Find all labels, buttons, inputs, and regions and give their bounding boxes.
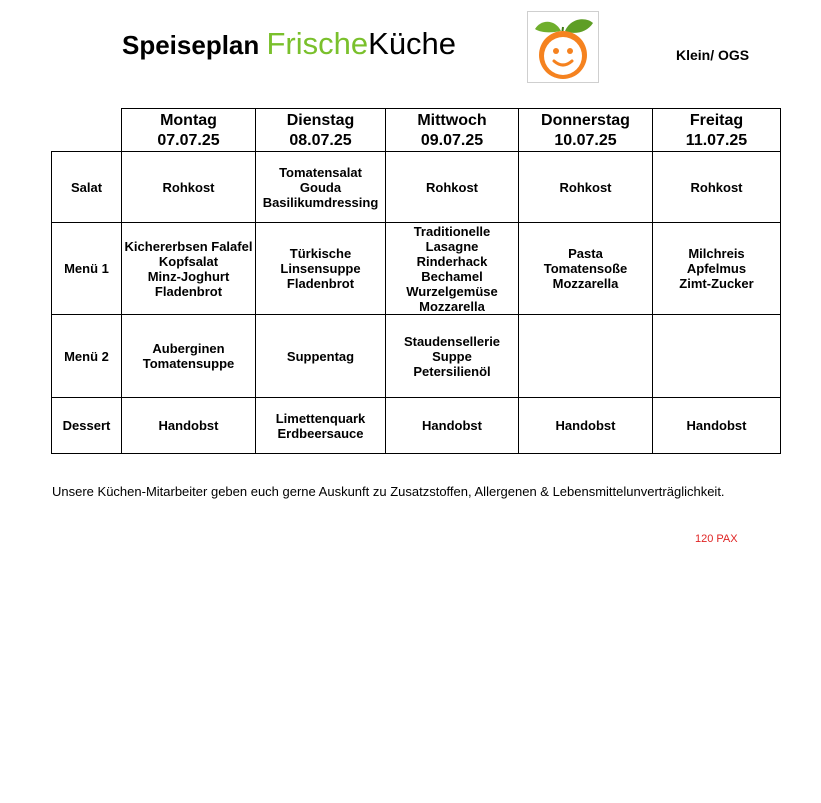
- day-header-dienstag: Dienstag 08.07.25: [256, 109, 386, 152]
- table-row: [52, 398, 781, 454]
- table-row: [52, 223, 781, 315]
- meal-line: Limettenquark: [275, 410, 366, 426]
- meal-line: Traditionelle: [413, 223, 491, 239]
- meal-line: Gouda: [299, 179, 342, 195]
- meal-cell: [519, 223, 653, 315]
- meal-cell: [256, 223, 386, 315]
- meal-line: Rohkost: [690, 179, 743, 195]
- meal-line: Mozzarella: [552, 276, 619, 291]
- meal-cell: [519, 152, 653, 223]
- meal-line: Suppe: [432, 348, 472, 364]
- day-header-freitag: Freitag 11.07.25: [653, 109, 781, 152]
- meal-line: Fladenbrot: [154, 283, 223, 299]
- meal-line: Pasta: [568, 246, 603, 261]
- title-kueche: Küche: [368, 26, 457, 61]
- meal-line: Tomatensuppe: [142, 356, 235, 371]
- meal-line: Minz-Joghurt: [147, 268, 230, 284]
- group-label: Klein/ OGS: [676, 47, 750, 63]
- allergen-note: Unsere Küchen-Mitarbeiter geben euch gerne Auskunft zu Zusatzstoffen, Allergenen & Lebensmittelunverträglichkeit.: [52, 484, 725, 499]
- meal-cell: [653, 398, 781, 454]
- meal-line: Suppentag: [286, 348, 355, 364]
- meal-line: Handobst: [422, 418, 482, 433]
- meal-line: Milchreis: [688, 246, 745, 261]
- meal-line: Linsensuppe: [280, 261, 361, 276]
- meal-line: Rinderhack: [416, 253, 488, 269]
- meal-line: Apfelmus: [686, 261, 747, 276]
- table-row: [52, 315, 781, 398]
- row-label: Menü 1: [52, 223, 122, 315]
- orange-smiley-logo-icon: [527, 11, 599, 83]
- meal-line: Basilikumdressing: [262, 194, 379, 210]
- day-header-mittwoch: Mittwoch 09.07.25: [386, 109, 519, 152]
- meal-cell: [122, 398, 256, 454]
- meal-cell: [122, 315, 256, 398]
- meal-cell: [653, 223, 781, 315]
- meal-cell: [386, 315, 519, 398]
- meal-cell: [519, 315, 653, 398]
- meal-line: Tomatensalat: [279, 164, 362, 180]
- day-header-donnerstag: Donnerstag 10.07.25: [519, 109, 653, 152]
- day-header-montag: Montag 07.07.25: [122, 109, 256, 152]
- meal-line: Handobst: [686, 418, 747, 433]
- meal-cell: [519, 398, 653, 454]
- meal-cell: [256, 315, 386, 398]
- meal-line: Fladenbrot: [286, 276, 355, 291]
- meal-line: Bechamel: [421, 268, 483, 284]
- meal-line: Wurzelgemüse: [406, 283, 498, 299]
- meal-cell: [386, 152, 519, 223]
- table-header-row: [52, 109, 781, 152]
- meal-cell: [122, 152, 256, 223]
- meal-line: Handobst: [555, 418, 616, 433]
- meal-line: Rohkost: [162, 179, 215, 195]
- meal-line: Zimt-Zucker: [679, 276, 754, 291]
- meal-line: Tomatensoße: [543, 261, 628, 276]
- meal-cell: [653, 315, 781, 398]
- meal-cell: [386, 223, 519, 315]
- meal-line: Lasagne: [425, 238, 479, 254]
- row-label: Dessert: [52, 398, 122, 454]
- meal-cell: [256, 398, 386, 454]
- meal-line: Handobst: [158, 418, 219, 433]
- meal-line: Rohkost: [426, 179, 478, 195]
- meal-cell: [386, 398, 519, 454]
- meal-line: Türkische: [289, 246, 352, 261]
- row-label: Salat: [52, 152, 122, 223]
- table-row: [52, 152, 781, 223]
- meal-line: Kichererbsen Falafel: [124, 238, 253, 254]
- meal-cell: [122, 223, 256, 315]
- meal-line: Staudensellerie: [403, 333, 501, 349]
- row-label: Menü 2: [52, 315, 122, 398]
- meal-line: Rohkost: [559, 179, 612, 195]
- page-title: [122, 26, 456, 62]
- meal-line: Erdbeersauce: [277, 425, 364, 441]
- meal-line: Kopfsalat: [158, 253, 219, 269]
- title-frische: Frische: [266, 26, 369, 61]
- table-corner: [52, 109, 122, 152]
- meal-line: Auberginen: [152, 341, 225, 356]
- menu-plan-table: [51, 108, 781, 454]
- meal-cell: [653, 152, 781, 223]
- meal-cell: [256, 152, 386, 223]
- pax-count: 120 PAX: [695, 533, 738, 545]
- meal-line: Mozzarella: [419, 298, 485, 314]
- title-speiseplan: Speiseplan: [122, 30, 267, 60]
- meal-line: Petersilienöl: [413, 363, 491, 379]
